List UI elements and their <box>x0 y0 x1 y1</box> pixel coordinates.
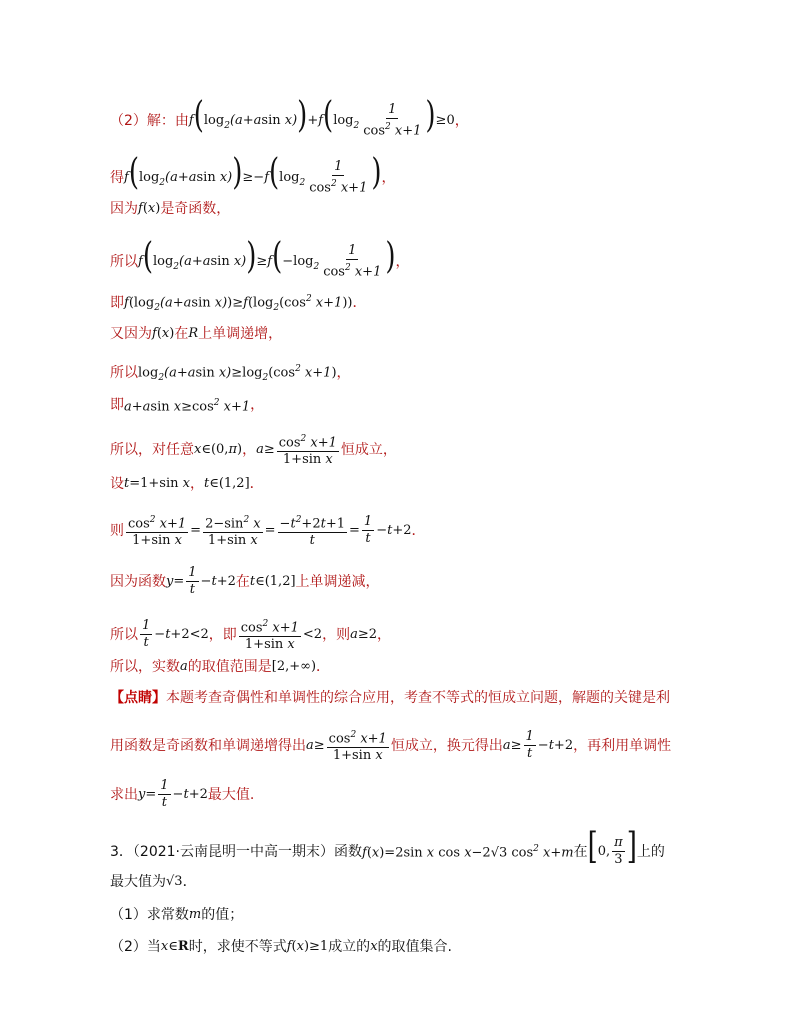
formula: R <box>188 326 199 341</box>
solution-line-12 <box>110 566 380 597</box>
formula: x <box>370 939 378 954</box>
text: 时，求使不等式 <box>188 939 287 955</box>
comment-line-2 <box>110 728 671 763</box>
formula: t∈(1,2] <box>249 573 296 589</box>
formula: a≥ $\frac{\cos^2 x+1}{\text{1+sin x}}$ <box>256 434 337 468</box>
solution-line-14 <box>110 658 330 676</box>
text: 上单调递减， <box>295 573 380 590</box>
text: 设 <box>110 476 124 492</box>
formula: y= $\frac{1}{t}$ −t+2 <box>138 778 208 810</box>
formula: a+asin $x\ge\cos^2$ x+1 <box>124 398 251 415</box>
text: 的值； <box>201 907 244 923</box>
text: 3．（2021·云南昆明一中高一期末）函数 <box>110 843 362 860</box>
text: 最大值. <box>207 786 255 803</box>
comment-line-1 <box>110 689 670 707</box>
formula: $\log_2(a+asin$ $x)\ge\log_2(\cos^2$ x+1) <box>138 364 337 383</box>
solution-line-10 <box>110 475 264 493</box>
formula: $f(\log_2(a+asin$ $x))\ge f(\log_2(\cos^2$ x+1)) <box>124 294 353 313</box>
solution-line-8 <box>110 394 264 416</box>
text: ，再利用单调性 <box>573 737 672 754</box>
formula: $\frac{\cos^2 x+1}{\text{1+sin x}}$ = $\frac{2-\sin^2 x}{\text{1+sin x}}$ = $\frac{-t^2+2t+1}{t}$ = $\frac{1}{t}$ −t+2 <box>128 514 412 549</box>
solution-line-2 <box>110 152 396 196</box>
text: 所以，实数 <box>110 659 180 675</box>
text: （2）当 <box>110 939 161 955</box>
formula: $f(\log_2(a+asin$ $x))\ge-f(\log_2$ $\frac{1}{\cos^2 x+1}$ ) <box>124 152 382 196</box>
solution-line-13 <box>110 617 391 652</box>
question-3-part-1 <box>110 906 243 924</box>
question-3-line-1 <box>110 826 665 868</box>
text: 的取值集合. <box>377 939 452 955</box>
text: ． <box>249 476 264 492</box>
question-3-line-2 <box>110 873 197 891</box>
text: 得 <box>110 169 124 186</box>
text: ，即 <box>208 626 237 643</box>
formula: f(x) <box>138 201 161 216</box>
text: 所以 <box>110 626 138 643</box>
formula: t=1+sin x <box>124 476 190 491</box>
text: 成立的 <box>328 939 371 955</box>
formula: t∈(1,2] <box>203 476 250 491</box>
formula: a≥ $\frac{\cos^2 x+1}{\text{1+sin x}}$ <box>306 730 387 764</box>
text: 用函数是奇函数和单调递增得出 <box>110 737 306 754</box>
formula: x∈R <box>160 939 189 954</box>
text: ． <box>411 522 426 539</box>
text: ， <box>454 112 469 129</box>
formula: $\frac{1}{t}$ −t+2<2 <box>142 618 209 651</box>
text: 最大值为 <box>110 874 166 890</box>
formula: $f(\log_2(a+asin$ $x))+f(\log_2$ $\frac{1}{\cos^2 x+1}$ )≥0 <box>188 95 455 139</box>
text: 上的 <box>636 843 665 860</box>
solution-line-3 <box>110 200 230 218</box>
text: 恒成立，换元得出 <box>390 737 503 754</box>
solution-line-6 <box>110 325 282 343</box>
text: 所以，对任意 <box>110 441 194 458</box>
text: 所以 <box>110 365 138 382</box>
text: ． <box>316 659 331 675</box>
solution-line-9 <box>110 432 397 467</box>
text: ． <box>182 874 197 890</box>
text: 本题考查奇偶性和单调性的综合应用，考查不等式的恒成立问题，解题的关键是利 <box>166 690 670 706</box>
text: ， <box>250 397 265 414</box>
text: ，则 <box>322 626 351 643</box>
text: 即 <box>110 397 124 414</box>
text: （2）解：由 <box>110 112 189 129</box>
formula: a≥ $\frac{1}{t}$ −t+2 <box>502 729 574 762</box>
text: ， <box>395 253 410 270</box>
solution-line-11 <box>110 513 426 548</box>
text: 在 <box>174 326 189 342</box>
text: 恒成立， <box>340 441 397 458</box>
formula: $\frac{\cos^2 x+1}{\text{1+sin x}}$ <2 <box>240 619 323 653</box>
formula: f(x)≥1 <box>286 939 329 954</box>
text: ， <box>336 365 351 382</box>
text: （1）求常数 <box>110 907 189 923</box>
text: ， <box>377 626 392 643</box>
text: 即 <box>110 295 124 312</box>
solution-line-4 <box>110 236 410 280</box>
text: ， <box>242 441 257 458</box>
formula: x∈(0,π) <box>194 441 243 457</box>
text: ， <box>381 169 396 186</box>
question-3-part-2 <box>110 938 452 956</box>
text: 因为函数 <box>110 573 166 590</box>
text: ． <box>352 295 367 312</box>
formula: a <box>180 659 188 674</box>
comment-tag: 【点睛】 <box>110 690 166 706</box>
formula: $f(\log_2(a+asin$ $x))\ge f(-\log_2$ $\frac{1}{\cos^2 x+1}$ ) <box>138 236 396 280</box>
solution-line-5 <box>110 290 366 317</box>
text: 在 <box>235 573 250 590</box>
text: 又因为 <box>110 326 152 342</box>
formula: [2,+∞) <box>271 659 317 674</box>
formula: f(x)=2sin x cos x−2√3 $\cos^2 x+m$ <box>362 844 574 861</box>
solution-line-1 <box>110 95 469 139</box>
formula: y= $\frac{1}{t}$ −t+2 <box>166 565 236 597</box>
formula: √3 <box>166 874 183 889</box>
solution-line-7 <box>110 360 351 387</box>
formula: a≥2 <box>350 626 378 642</box>
text: ， <box>189 476 204 492</box>
text: 的取值范围是 <box>187 659 272 675</box>
comment-line-3 <box>110 779 254 810</box>
text: 所以 <box>110 253 138 270</box>
formula: m <box>188 907 202 922</box>
text: 是奇函数， <box>160 201 231 217</box>
formula: f(x) <box>152 326 175 341</box>
text: 求出 <box>110 786 138 803</box>
text: 则 <box>110 522 124 539</box>
text: 上单调递增， <box>198 326 283 342</box>
text: 在 <box>573 843 588 860</box>
text: 因为 <box>110 201 138 217</box>
formula: [0, $\frac{\pi}{3}$ ] <box>587 826 637 868</box>
